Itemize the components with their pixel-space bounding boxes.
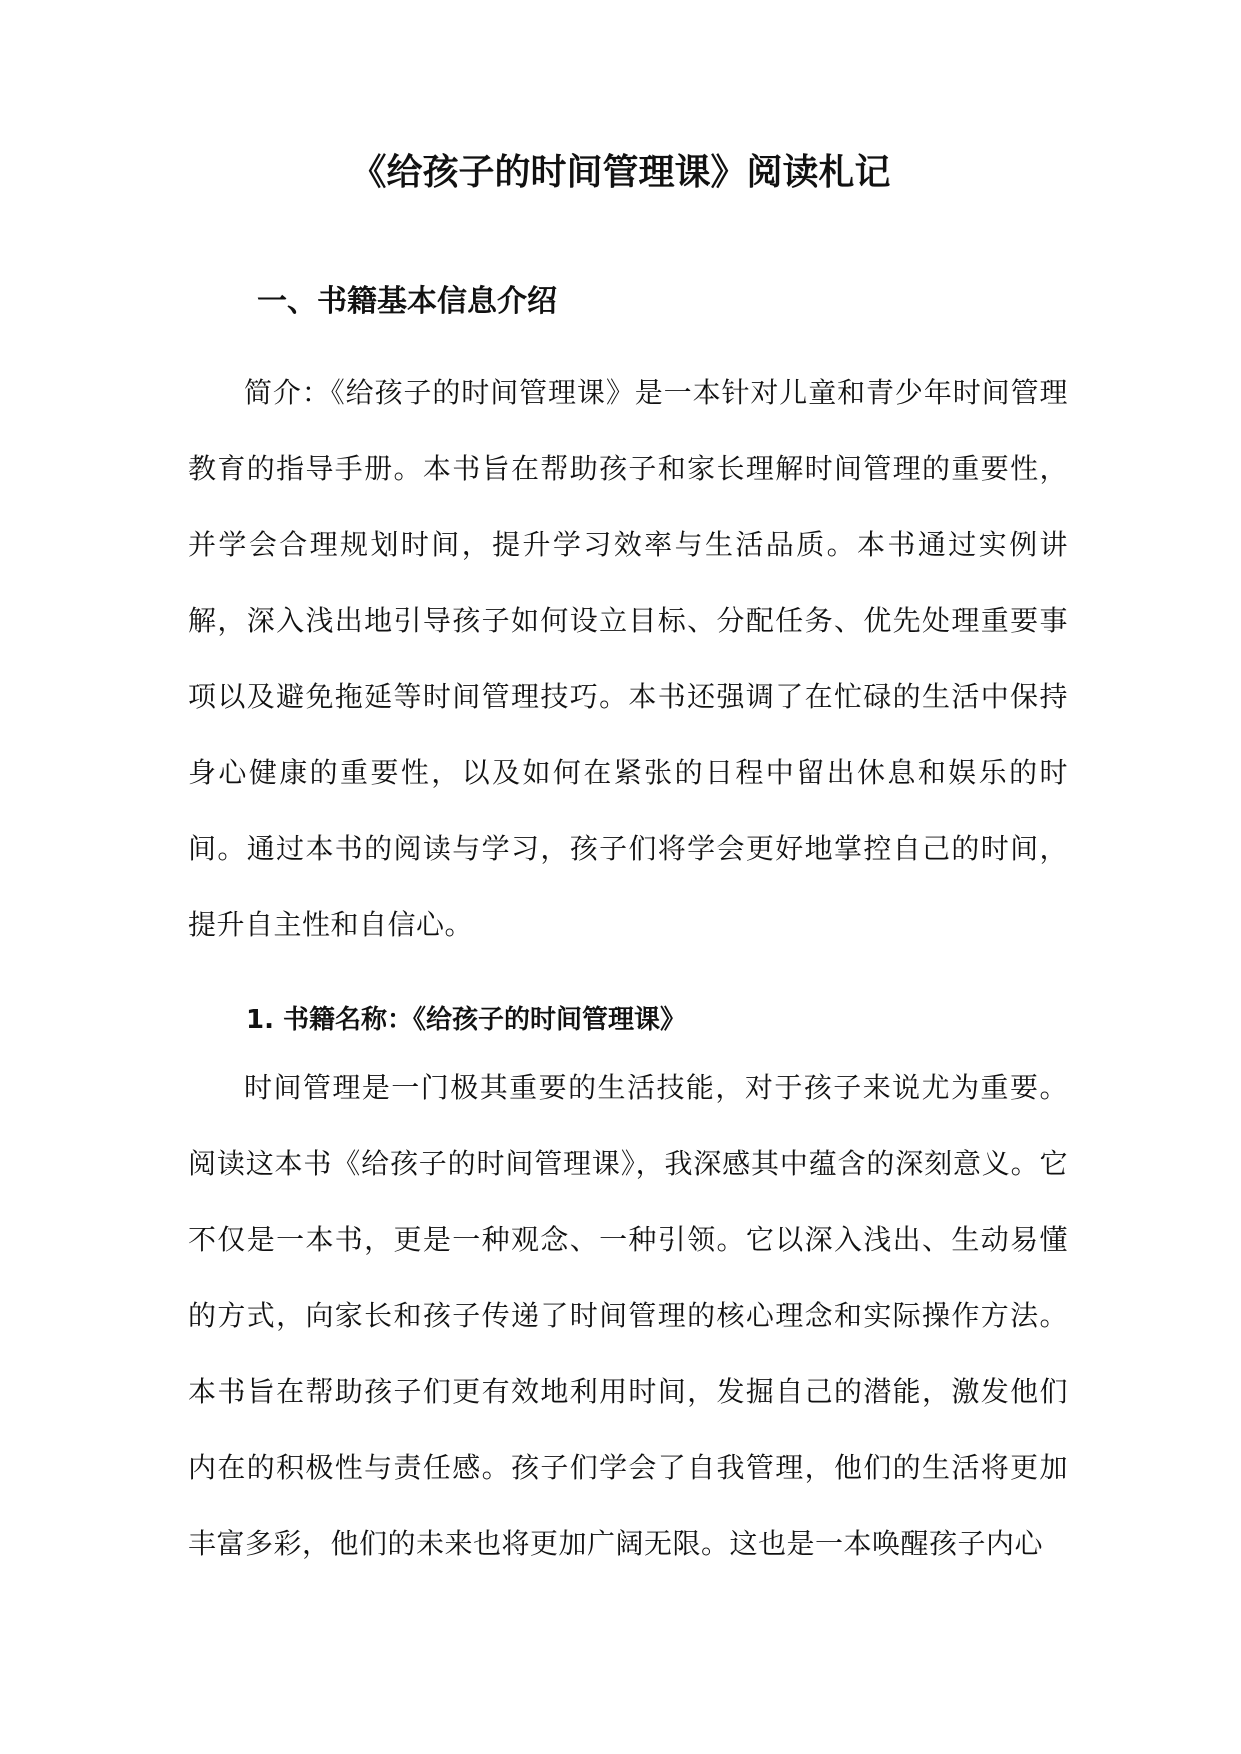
section-heading-book-info: 一、书籍基本信息介绍: [257, 284, 557, 319]
subsection-heading-book-name: 1. 书籍名称：《给孩子的时间管理课》: [246, 1005, 687, 1035]
intro-paragraph: 简介：《给孩子的时间管理课》是一本针对儿童和青少年时间管理教育的指导手册。本书旨在帮助孩子和家长理解时间管理的重要性，并学会合理规划时间，提升学习效率与生活品质。本书通过实例讲解，深入浅出地引导孩子如何设立目标、分配任务、优先处理重要事项以及避免拖延等时间管理技巧。本书还强调了在忙碌的生活中保持身心健康的重要性，以及如何在紧张的日程中留出休息和娱乐的时间。通过本书的阅读与学习，孩子们将学会更好地掌控自己的时间，提升自主性和自信心。: [188, 376, 1068, 941]
body-paragraph: 时间管理是一门极其重要的生活技能，对于孩子来说尤为重要。阅读这本书《给孩子的时间管理课》，我深感其中蕴含的深刻意义。它不仅是一本书，更是一种观念、一种引领。它以深入浅出、生动易懂的方式，向家长和孩子传递了时间管理的核心理念和实际操作方法。本书旨在帮助孩子们更有效地利用时间，发掘自己的潜能，激发他们内在的积极性与责任感。孩子们学会了自我管理，他们的生活将更加丰富多彩，他们的未来也将更加广阔无限。这也是一本唤醒孩子内心: [188, 1071, 1068, 1560]
document-title: 《给孩子的时间管理课》阅读札记: [350, 152, 891, 193]
